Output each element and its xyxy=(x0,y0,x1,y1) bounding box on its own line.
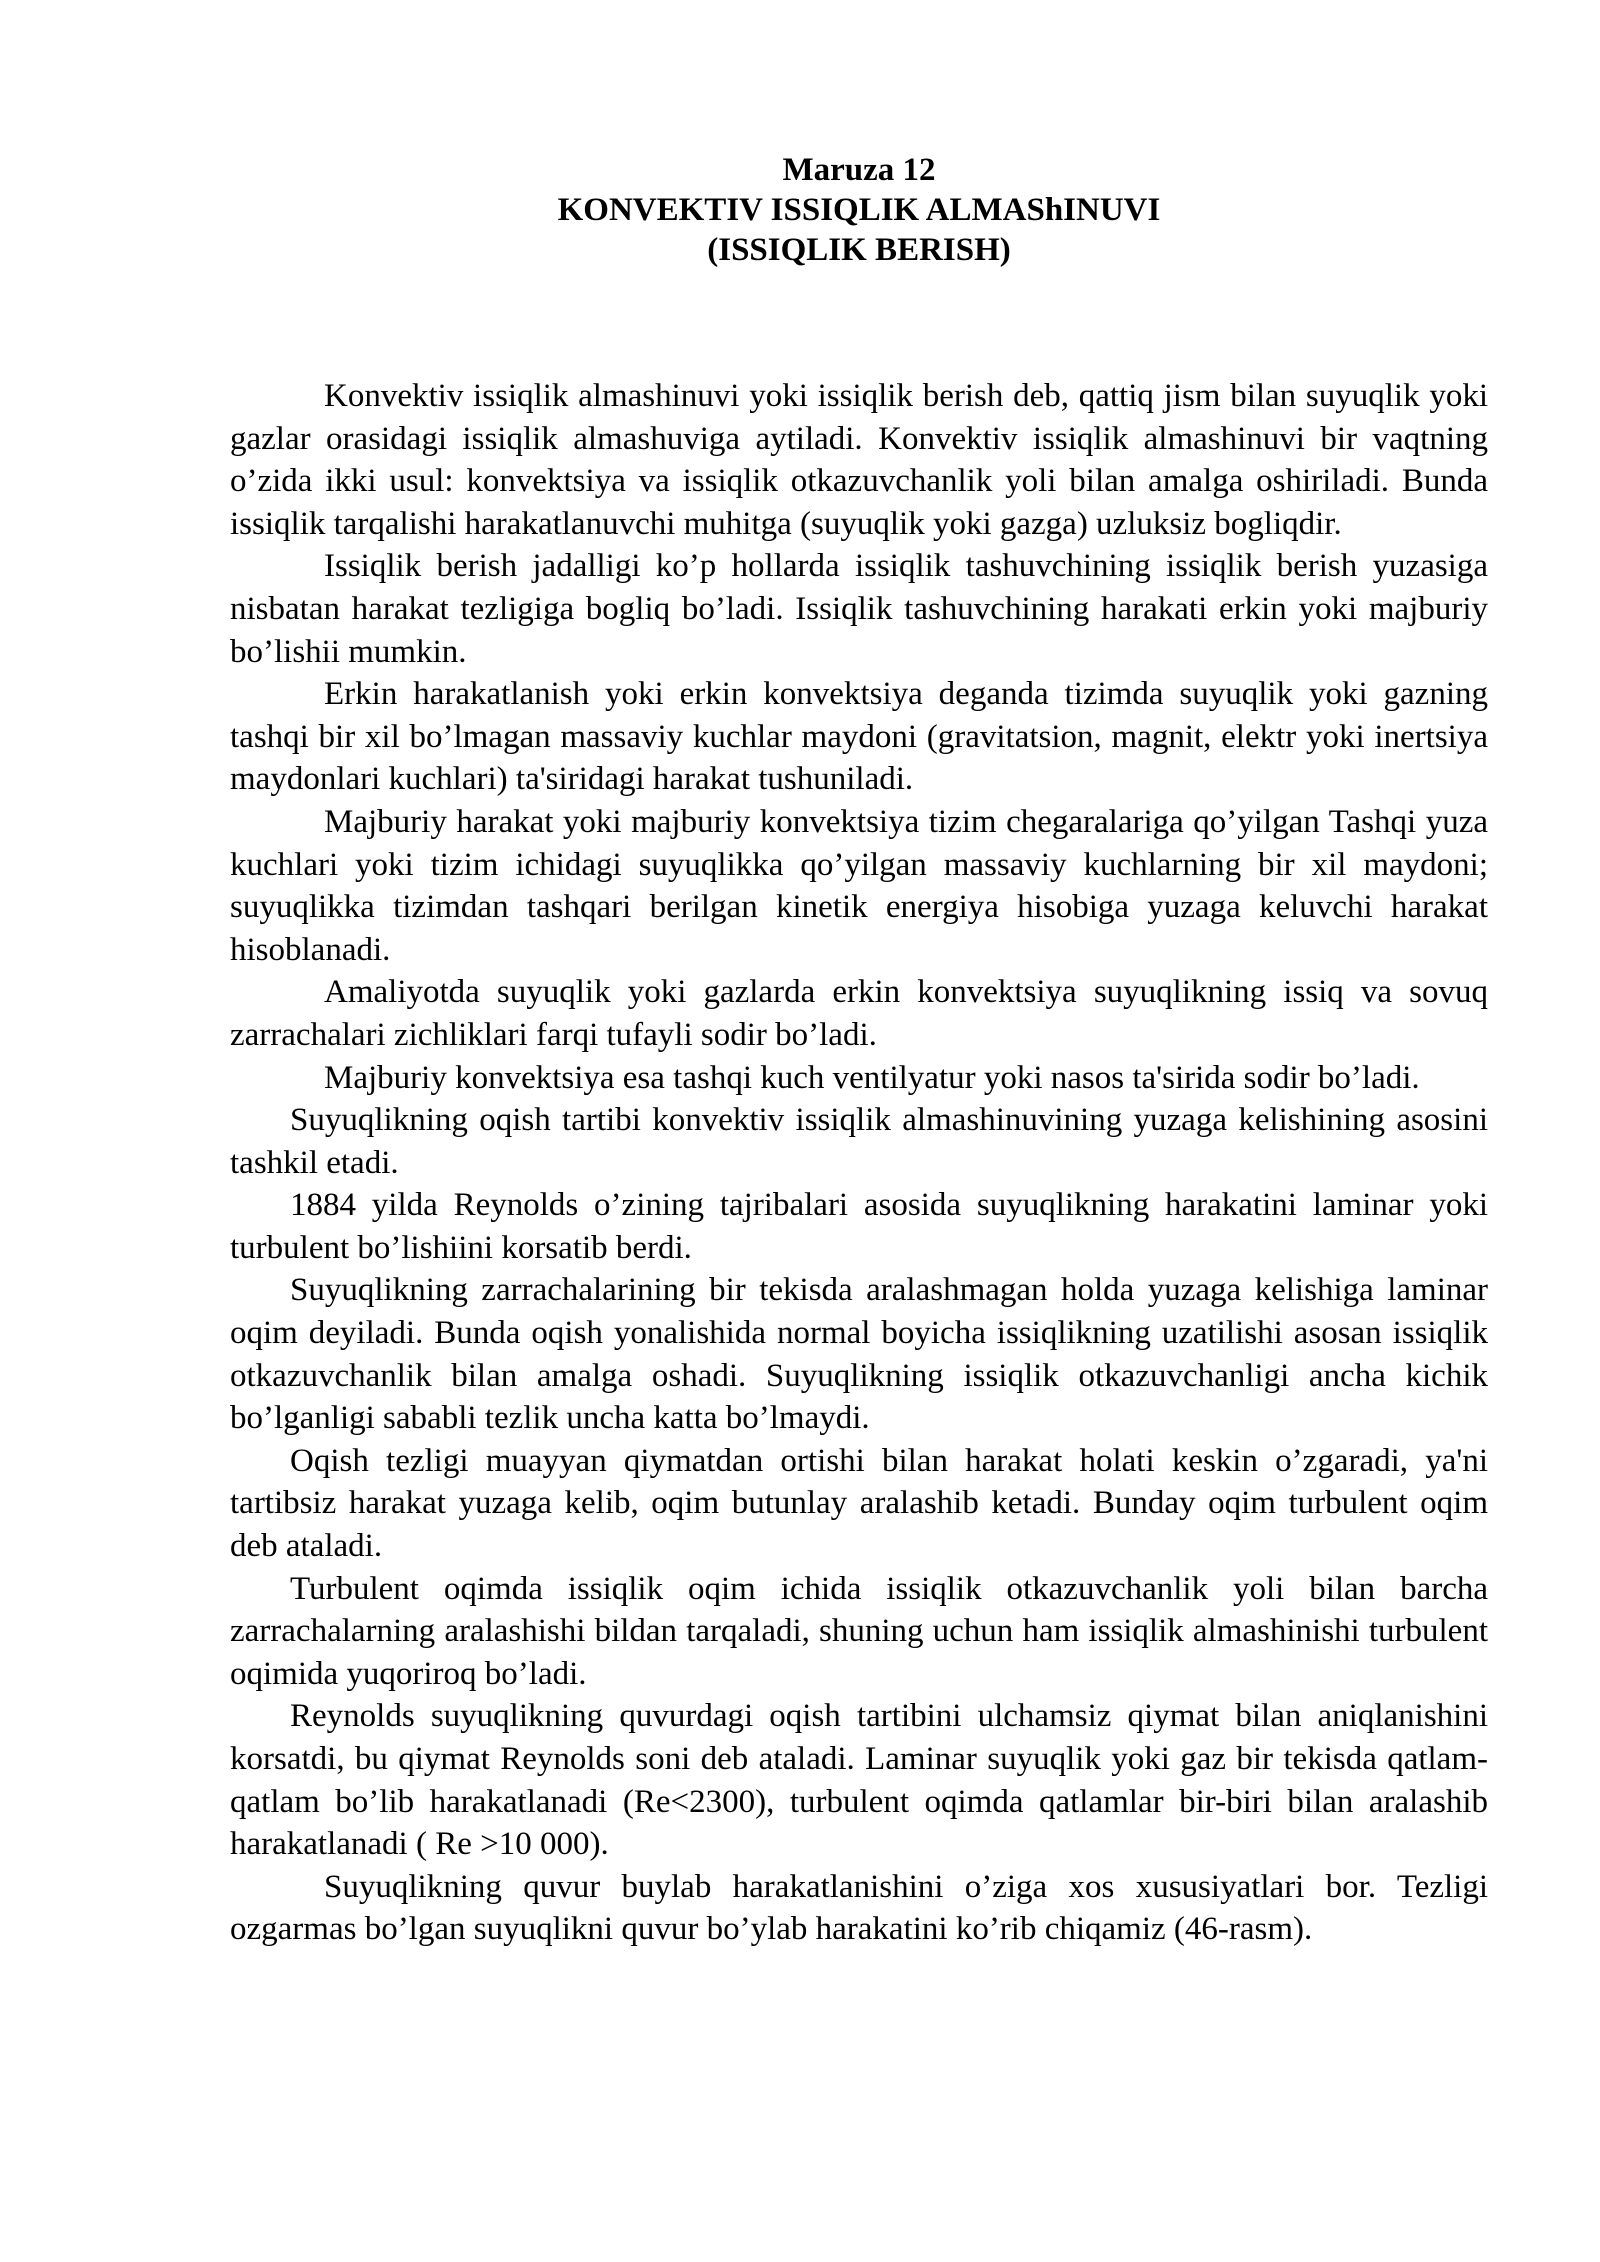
title-subtitle: (ISSIQLIK BERISH) xyxy=(707,232,1011,268)
document-title xyxy=(230,150,1488,270)
paragraph-2: Issiqlik berish jadalligi ko’p hollarda issiqlik tashuvchining issiqlik berish yuzasiga nisbatan harakat tezligiga bogliq bo’ladi. Issiqlik tashuvchining harakati erkin yoki majburiy bo’lishii mumkin. xyxy=(230,548,1488,670)
paragraph-11: Turbulent oqimda issiqlik oqim ichida issiqlik otkazuvchanlik yoli bilan barcha zarrachalarning aralashishi bildan tarqaladi, shuning uchun ham issiqlik almashinishi turbulent oqimida yuqoriroq bo’ladi. xyxy=(230,1570,1488,1692)
lecture-number: Maruza 12 xyxy=(782,152,936,188)
paragraph-8: 1884 yilda Reynolds o’zining tajribalari asosida suyuqlikning harakatini laminar yoki turbulent bo’lishiini korsatib berdi. xyxy=(230,1187,1488,1266)
paragraph-3: Erkin harakatlanish yoki erkin konvektsiya deganda tizimda suyuqlik yoki gazning tashqi bir xil bo’lmagan massaviy kuchlar maydoni (gravitatsion, magnit, elektr yoki inertsiya maydonlari kuchlari) ta'siridagi harakat tushuniladi. xyxy=(230,676,1488,798)
paragraph-7: Suyuqlikning oqish tartibi konvektiv issiqlik almashinuvining yuzaga kelishining asosini tashkil etadi. xyxy=(230,1102,1488,1181)
paragraph-9: Suyuqlikning zarrachalarining bir tekisda aralashmagan holda yuzaga kelishiga laminar oqim deyiladi. Bunda oqish yonalishida normal boyicha issiqlikning uzatilishi asosan issiqlik otkazuvchanlik bilan amalga oshadi. Suyuqlikning issiqlik otkazuvchanligi ancha kichik bo’lganligi sababli tezlik uncha katta bo’lmaydi. xyxy=(230,1272,1488,1437)
paragraph-1: Konvektiv issiqlik almashinuvi yoki issiqlik berish deb, qattiq jism bilan suyuqlik yoki gazlar orasidagi issiqlik almashuviga aytiladi. Konvektiv issiqlik almashinuvi bir vaqtning o’zida ikki usul: konvektsiya va issiqlik otkazuvchanlik yoli bilan amalga oshiriladi. Bunda issiqlik tarqalishi harakatlanuvchi muhitga (suyuqlik yoki gazga) uzluksiz bogliqdir. xyxy=(230,378,1488,542)
paragraph-4: Majburiy harakat yoki majburiy konvektsiya tizim chegaralariga qo’yilgan Tashqi yuza kuchlari yoki tizim ichidagi suyuqlikka qo’yilgan massaviy kuchlarning bir xil maydoni; suyuqlikka tizimdan tashqari berilgan kinetik energiya hisobiga yuzaga keluvchi harakat hisoblanadi. xyxy=(230,803,1488,968)
paragraph-12: Reynolds suyuqlikning quvurdagi oqish tartibini ulchamsiz qiymat bilan aniqlanishini korsatdi, bu qiymat Reynolds soni deb ataladi. Laminar suyuqlik yoki gaz bir tekisda qatlam-qatlam bo’lib harakatlanadi (Re<2300), turbulent oqimda qatlamlar bir-biri bilan aralashib harakatlanadi ( Re >10 000). xyxy=(230,1698,1488,1863)
paragraph-13: Suyuqlikning quvur buylab harakatlanishini o’ziga xos xususiyatlari bor. Tezligi ozgarmas bo’lgan suyuqlikni quvur bo’ylab harakatini ko’rib chiqamiz (46-rasm). xyxy=(230,1868,1488,1948)
paragraph-10: Oqish tezligi muayyan qiymatdan ortishi bilan harakat holati keskin o’zgaradi, ya'ni tartibsiz harakat yuzaga kelib, oqim butunlay aralashib ketadi. Bunday oqim turbulent oqim deb ataladi. xyxy=(230,1442,1488,1565)
paragraph-5: Amaliyotda suyuqlik yoki gazlarda erkin konvektsiya suyuqlikning issiq va sovuq zarrachalari zichliklari farqi tufayli sodir bo’ladi. xyxy=(230,974,1488,1053)
paragraph-6: Majburiy konvektsiya esa tashqi kuch ventilyatur yoki nasos ta'sirida sodir bo’ladi. xyxy=(324,1059,1420,1096)
document-page xyxy=(230,150,1488,1951)
title-main: KONVEKTIV ISSIQLIK ALMAShINUVI xyxy=(557,192,1161,228)
